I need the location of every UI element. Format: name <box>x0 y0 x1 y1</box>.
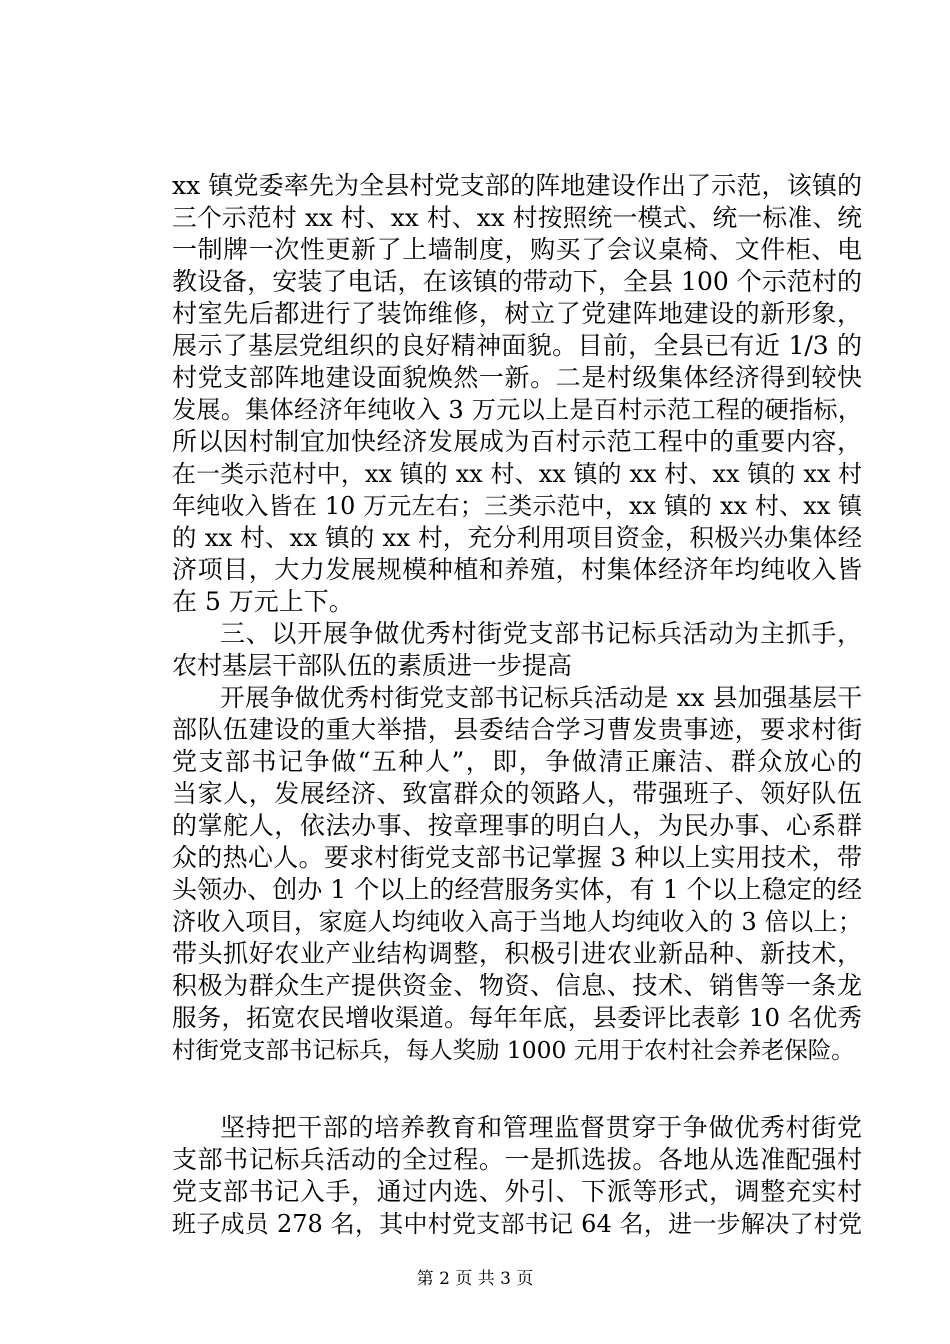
text-line: 积极为群众生产提供资金、物资、信息、技术、销售等一条龙 <box>172 971 862 1000</box>
heading-line: 农村基层干部队伍的素质进一步提高 <box>172 651 573 680</box>
text-line: 展示了基层党组织的良好精神面貌。目前，全县已有近 1/3 的 <box>172 331 862 360</box>
page-number-footer: 第 2 页 共 3 页 <box>416 1269 534 1289</box>
paragraph-3 <box>172 1112 862 1240</box>
text-line: 当家人，发展经济、致富群众的领路人，带强班子、领好队伍 <box>172 779 862 808</box>
text-line: 村街党支部书记标兵，每人奖励 1000 元用于农村社会养老保险。 <box>172 1036 855 1064</box>
paragraph-1 <box>172 170 862 618</box>
text-line: 党支部书记入手，通过内选、外引、下派等形式，调整充实村 <box>172 1177 862 1206</box>
text-line: 发展。集体经济年纯收入 3 万元以上是百村示范工程的硬指标， <box>172 396 862 424</box>
text-line: 头领办、创办 1 个以上的经营服务实体，有 1 个以上稳定的经 <box>172 875 862 904</box>
text-line: 的掌舵人，依法办事、按章理事的明白人，为民办事、心系群 <box>172 811 862 840</box>
text-line: 村党支部阵地建设面貌焕然一新。二是村级集体经济得到较快 <box>172 363 862 392</box>
text-line: 带头抓好农业产业结构调整，积极引进农业新品种、新技术， <box>172 939 862 968</box>
text-line: xx 镇党委率先为全县村党支部的阵地建设作出了示范，该镇的 <box>172 171 862 200</box>
text-line: 服务，拓宽农民增收渠道。每年年底，县委评比表彰 10 名优秀 <box>172 1003 862 1032</box>
text-line: 坚持把干部的培养教育和管理监督贯穿于争做优秀村街党 <box>220 1113 862 1142</box>
text-line: 三个示范村 xx 村、xx 村、xx 村按照统一模式、统一标准、统 <box>172 203 862 232</box>
text-line: 班子成员 278 名，其中村党支部书记 64 名，进一步解决了村党 <box>172 1210 862 1238</box>
text-line: 村室先后都进行了装饰维修，树立了党建阵地建设的新形象， <box>172 299 862 328</box>
text-line: 开展争做优秀村街党支部书记标兵活动是 xx 县加强基层干 <box>220 683 862 712</box>
text-line: 教设备，安装了电话，在该镇的带动下，全县 100 个示范村的 <box>172 267 862 296</box>
text-line: 济收入项目，家庭人均纯收入高于当地人均纯收入的 3 倍以上； <box>172 908 862 936</box>
section-heading-3 <box>172 618 862 682</box>
text-line: 支部书记标兵活动的全过程。一是抓选拔。各地从选准配强村 <box>172 1145 862 1174</box>
paragraph-2 <box>172 682 862 1066</box>
text-line: 济项目，大力发展规模种植和养殖，村集体经济年均纯收入皆 <box>172 555 862 584</box>
text-line: 的 xx 村、xx 镇的 xx 村，充分利用项目资金，积极兴办集体经 <box>172 523 862 552</box>
text-line: 众的热心人。要求村街党支部书记掌握 3 种以上实用技术，带 <box>172 843 862 872</box>
paragraph-spacer <box>172 1066 862 1112</box>
document-body <box>172 170 862 1240</box>
text-line: 在 5 万元上下。 <box>172 587 354 616</box>
text-line: 一制牌一次性更新了上墙制度，购买了会议桌椅、文件柜、电 <box>172 235 862 264</box>
text-line: 年纯收入皆在 10 万元左右；三类示范中，xx 镇的 xx 村、xx 镇 <box>172 492 862 520</box>
text-line: 所以因村制宜加快经济发展成为百村示范工程中的重要内容， <box>172 427 862 456</box>
text-line: 在一类示范村中，xx 镇的 xx 村、xx 镇的 xx 村、xx 镇的 xx 村 <box>172 460 862 488</box>
heading-line: 三、以开展争做优秀村街党支部书记标兵活动为主抓手， <box>220 619 862 648</box>
text-line: 部队伍建设的重大举措，县委结合学习曹发贵事迹，要求村街 <box>172 715 862 744</box>
text-line: 党支部书记争做“五种人”，即，争做清正廉洁、群众放心的 <box>172 747 862 776</box>
